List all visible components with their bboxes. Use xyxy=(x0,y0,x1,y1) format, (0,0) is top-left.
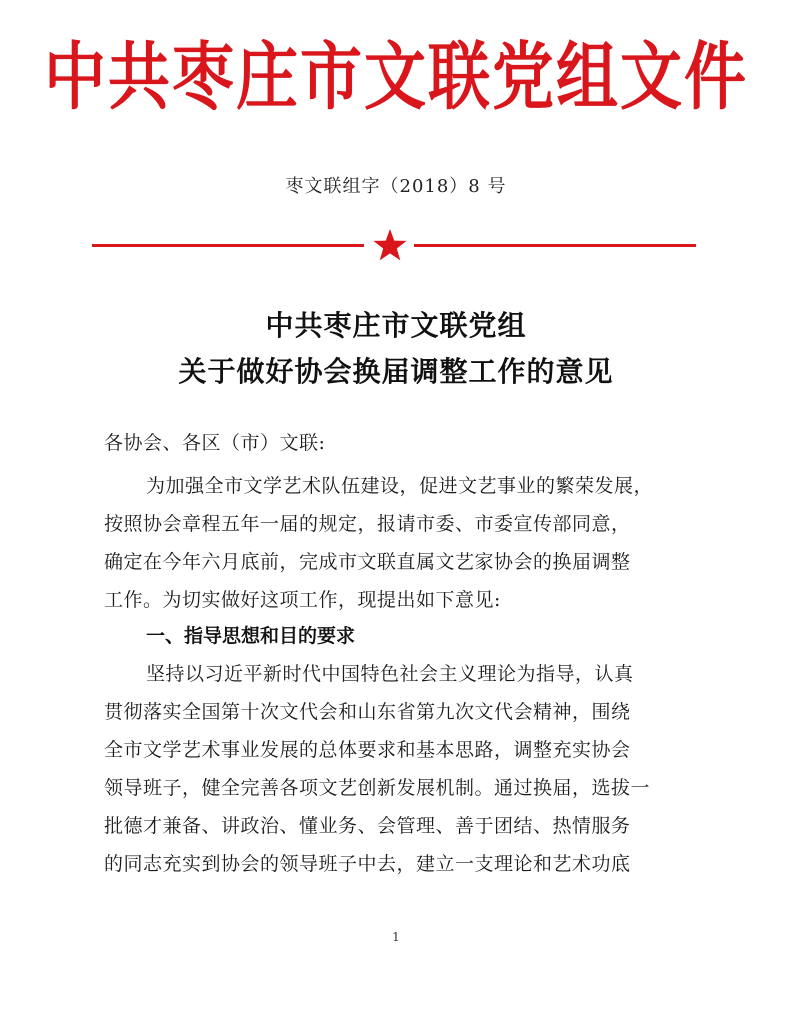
document-title-line-2: 关于做好协会换届调整工作的意见 xyxy=(178,355,614,388)
paragraph-line: 的同志充实到协会的领导班子中去，建立一支理论和艺术功底 xyxy=(104,853,631,875)
page-number: 1 xyxy=(392,930,400,944)
document-title-line-1: 中共枣庄市文联党组 xyxy=(265,309,527,342)
salutation: 各协会、各区（市）文联: xyxy=(104,432,326,454)
section-heading: 一、指导思想和目的要求 xyxy=(146,625,356,647)
red-star-icon xyxy=(372,228,408,262)
paragraph-line: 工作。为切实做好这项工作，现提出如下意见: xyxy=(104,589,501,611)
paragraph-line: 确定在今年六月底前，完成市文联直属文艺家协会的换届调整 xyxy=(104,551,631,573)
paragraph-line: 批德才兼备、讲政治、懂业务、会管理、善于团结、热情服务 xyxy=(104,815,631,837)
paragraph-line: 贯彻落实全国第十次文代会和山东省第九次文代会精神，围绕 xyxy=(104,701,631,723)
paragraph-line: 坚持以习近平新时代中国特色社会主义理论为指导，认真 xyxy=(146,663,634,685)
paragraph-line: 全市文学艺术事业发展的总体要求和基本思路，调整充实协会 xyxy=(104,739,631,761)
document-number: 枣文联组字（2018）8 号 xyxy=(285,176,507,197)
red-masthead: 中共枣庄市文联党组文件 xyxy=(43,33,748,120)
red-divider-right xyxy=(414,244,696,247)
paragraph-line: 为加强全市文学艺术队伍建设，促进文艺事业的繁荣发展， xyxy=(146,475,654,497)
paragraph-line: 领导班子，健全完善各项文艺创新发展机制。通过换届，选拔一 xyxy=(104,777,651,799)
paragraph-line: 按照协会章程五年一届的规定，报请市委、市委宣传部同意， xyxy=(104,513,631,535)
red-divider-left xyxy=(92,244,364,247)
